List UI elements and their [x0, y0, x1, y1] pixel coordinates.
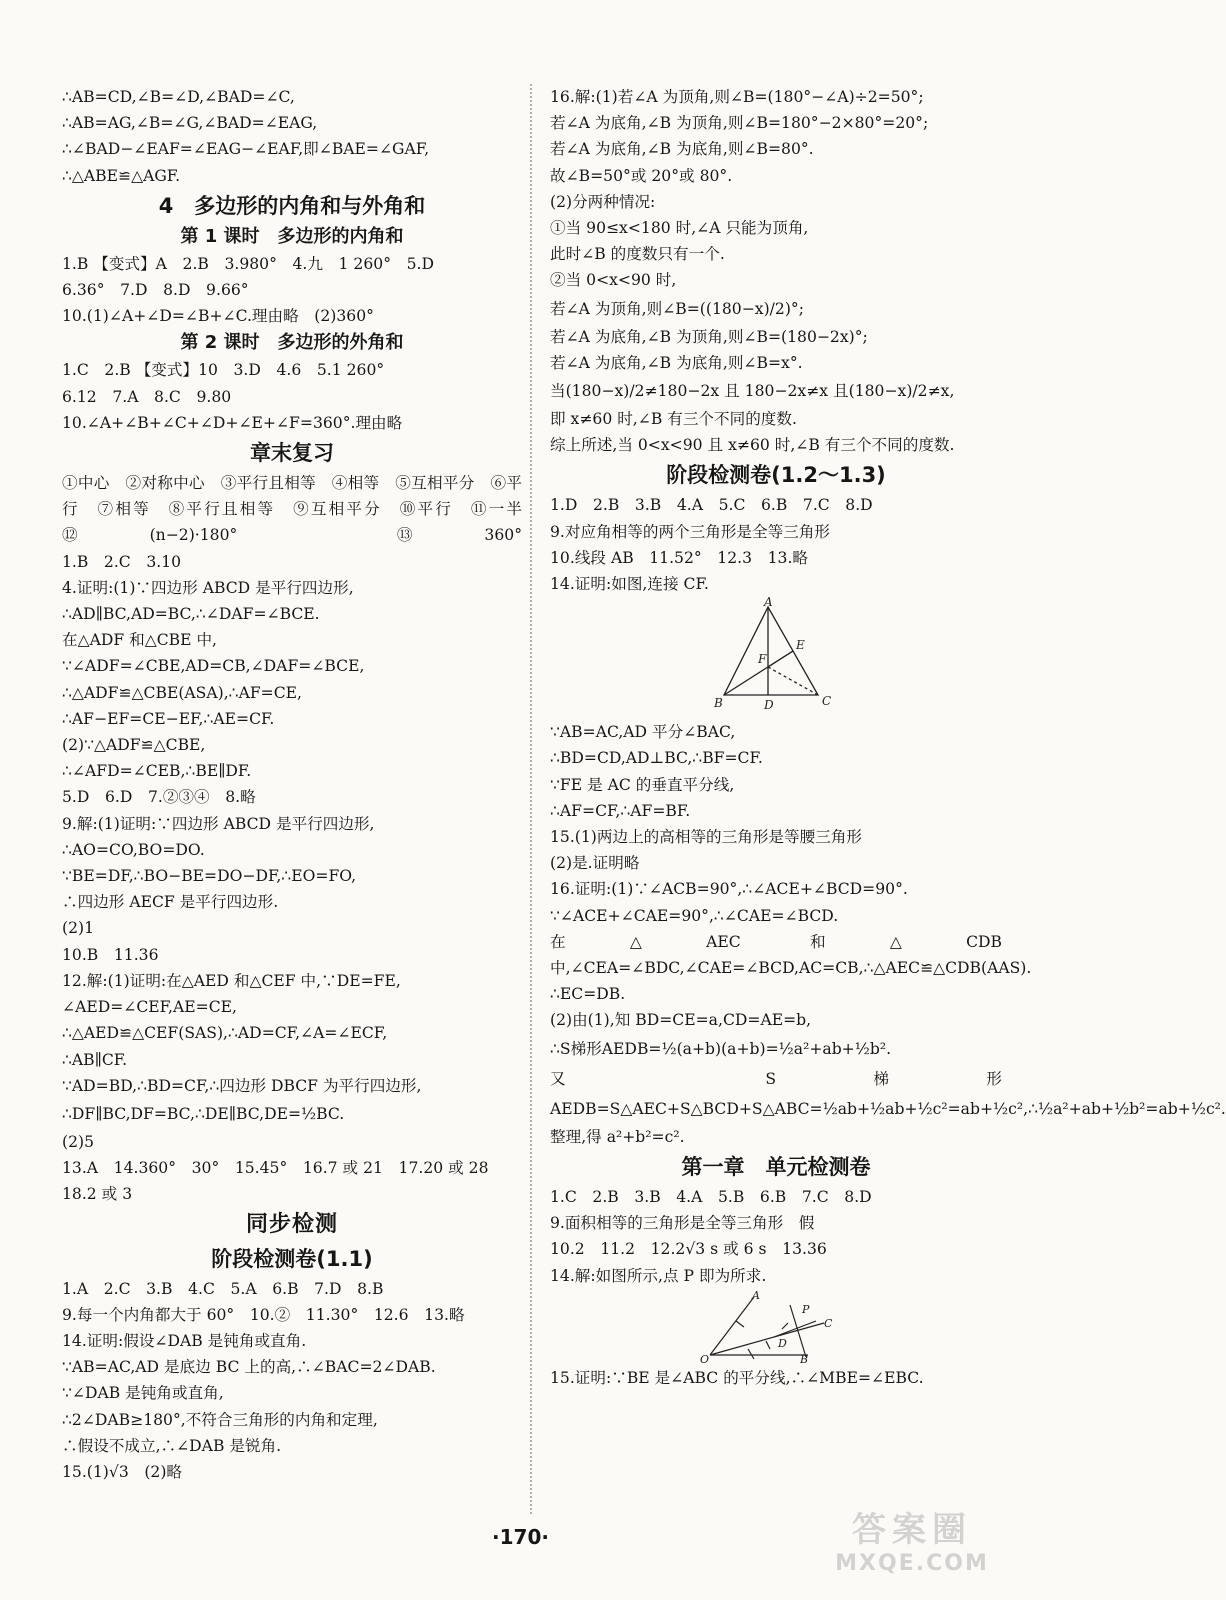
proof-line: ∴BD=CD,AD⊥BC,∴BF=CF. [550, 749, 763, 768]
proof-line: 15.(1)两边上的高相等的三角形是等腰三角形 [550, 828, 862, 847]
answer-line: ∴AF−EF=CE−EF,∴AE=CF. [62, 709, 275, 728]
solution-line: (2)分两种情况: [550, 192, 656, 211]
answer-line: 14.证明:如图,连接 CF. [550, 575, 709, 594]
answer-line: ∵AD=BD,∴BD=CF,∴四边形 DBCF 为平行四边形, [62, 1076, 422, 1095]
proof-line: ∴AF=CF,∴AF=BF. [550, 801, 691, 820]
solution-line: 若∠A 为顶角,则∠B=((180−x)/2)°; [550, 299, 804, 318]
label-f: F [758, 652, 767, 667]
proof-line: ∵AB=AC,AD 平分∠BAC, [550, 723, 736, 742]
answer-line: 6.36° 7.D 8.D 9.66° [62, 281, 249, 300]
answer-line: ∴AB∥CF. [62, 1050, 128, 1069]
answer-line: ∴AO=CO,BO=DO. [62, 840, 205, 859]
answer-line: ∵AB=AC,AD 是底边 BC 上的高,∴∠BAC=2∠DAB. [62, 1358, 436, 1377]
column-divider [530, 84, 534, 1514]
answer-line: 9.解:(1)证明:∵四边形 ABCD 是平行四边形, [62, 814, 375, 833]
bisector-line [710, 1323, 824, 1355]
answer-line: ∴∠AFD=∠CEB,∴BE∥DF. [62, 762, 252, 781]
label-c: C [824, 1316, 833, 1330]
answer-line: 5.D 6.D 7.②③④ 8.略 [62, 788, 256, 807]
text-line: ∴∠BAD−∠EAF=∠EAG−∠EAF,即∠BAE=∠GAF, [62, 140, 430, 159]
answer-line: 10.∠A+∠B+∠C+∠D+∠E+∠F=360°.理由略 [62, 413, 403, 432]
page-number: ·170· [492, 1525, 549, 1549]
proof-line: 又 S梯形AEDB=S△AEC+S△BCD+S△ABC=½ab+½ab+½c²=ab+½c²,∴½a²+ab+½b²=ab+½c². [550, 1069, 1226, 1118]
label-c: C [822, 694, 832, 709]
label-b: B [800, 1352, 809, 1366]
unit-test-title: 第一章 单元检测卷 [681, 1154, 871, 1179]
sync-test-title: 同步检测 [245, 1211, 338, 1237]
label-b: B [714, 696, 723, 711]
proof-line: ∵∠ACE+∠CAE=90°,∴∠CAE=∠BCD. [550, 906, 839, 925]
solution-line: 16.解:(1)若∠A 为顶角,则∠B=(180°−∠A)÷2=50°; [550, 88, 924, 106]
solution-line: 此时∠B 的度数只有一个. [550, 245, 725, 264]
answer-line: 1.C 2.B 【变式】10 3.D 4.6 5.1 260° [62, 361, 385, 380]
label-d: D [764, 698, 774, 713]
right-column [550, 84, 1226, 1391]
answer-line: 1.A 2.C 3.B 4.C 5.A 6.B 7.D 8.B [62, 1279, 384, 1298]
answer-line: ∵BE=DF,∴BO−BE=DO−DF,∴EO=FO, [62, 867, 357, 886]
proof-line: 在△AEC 和△CDB 中,∠CEA=∠BDC,∠CAE=∠BCD,AC=CB,∴△AEC≌△CDB(AAS). [550, 932, 1032, 978]
answer-line: (2)1 [62, 919, 95, 938]
left-column [62, 84, 538, 1485]
answer-line: 9.对应角相等的两个三角形是全等三角形 [550, 522, 830, 541]
stage-test-1-title: 阶段检测卷(1.1) [211, 1246, 373, 1271]
answer-line: 1.D 2.B 3.B 4.A 5.C 6.B 7.C 8.D [550, 496, 873, 515]
answer-line: ∠AED=∠CEF,AE=CE, [62, 998, 237, 1017]
answer-line: (2)5 [62, 1132, 95, 1151]
answer-line: ∴DF∥BC,DF=BC,∴DE∥BC,DE=½BC. [62, 1104, 345, 1123]
site-watermark [817, 1502, 1007, 1582]
triangle-figure [706, 595, 846, 717]
lesson-2-title: 第 2 课时 多边形的外角和 [180, 332, 404, 354]
answer-line: 在△ADF 和△CBE 中, [62, 631, 217, 650]
section-4-title: 4 多边形的内角和与外角和 [158, 193, 426, 218]
answer-line: ∴四边形 AECF 是平行四边形. [62, 893, 279, 912]
solution-line: 若∠A 为底角,∠B 为顶角,则∠B=(180−2x)°; [550, 327, 868, 346]
proof-line: 16.证明:(1)∵∠ACB=90°,∴∠ACE+∠BCD=90°. [550, 880, 908, 899]
answer-line: 15.(1)√3 (2)略 [62, 1462, 183, 1481]
solution-line: 故∠B=50°或 20°或 80°. [550, 166, 733, 185]
solution-line: 即 x≠60 时,∠B 有三个不同的度数. [550, 410, 797, 429]
solution-line: 若∠A 为底角,∠B 为顶角,则∠B=180°−2×80°=20°; [550, 114, 929, 133]
solution-line: ②当 0<x<90 时, [550, 271, 677, 290]
answer-line: (2)∵△ADF≌△CBE, [62, 736, 206, 755]
answer-line: ∵∠ADF=∠CBE,AD=CB,∠DAF=∠BCE, [62, 657, 365, 676]
answer-line: ∴△ADF≌△CBE(ASA),∴AF=CE, [62, 683, 302, 702]
answer-line: 9.面积相等的三角形是全等三角形 假 [550, 1214, 815, 1233]
answer-line: ∴2∠DAB≥180°,不符合三角形的内角和定理, [62, 1410, 378, 1429]
label-a: A [752, 1288, 760, 1302]
answer-line: 14.解:如图所示,点 P 即为所求. [550, 1266, 767, 1285]
angle-construction-figure [696, 1288, 856, 1366]
proof-line: ∴EC=DB. [550, 985, 626, 1004]
answer-line: 1.B 2.C 3.10 [62, 552, 182, 571]
proof-line: (2)由(1),知 BD=CE=a,CD=AE=b, [550, 1011, 812, 1030]
proof-line: 15.证明:∵BE 是∠ABC 的平分线,∴∠MBE=∠EBC. [550, 1368, 924, 1387]
solution-line: 若∠A 为底角,∠B 为底角,则∠B=x°. [550, 353, 803, 372]
answer-line: 13.A 14.360° 30° 15.45° 16.7 或 21 17.20 或 28 [62, 1159, 489, 1178]
answer-line: 1.C 2.B 3.B 4.A 5.B 6.B 7.C 8.D [550, 1187, 872, 1206]
label-a: A [764, 595, 773, 610]
answer-line: 18.2 或 3 [62, 1185, 133, 1204]
answer-line: 10.(1)∠A+∠D=∠B+∠C.理由略 (2)360° [62, 307, 374, 326]
answer-line: 10.2 11.2 12.2√3 s 或 6 s 13.36 [550, 1240, 827, 1259]
solution-line: ①当 90≤x<180 时,∠A 只能为顶角, [550, 219, 809, 238]
label-d: D [778, 1336, 787, 1350]
lesson-1-title: 第 1 课时 多边形的内角和 [180, 225, 404, 247]
answer-line: 9.每一个内角都大于 60° 10.② 11.30° 12.6 13.略 [62, 1305, 465, 1324]
answer-line: ∴假设不成立,∴∠DAB 是锐角. [62, 1436, 282, 1455]
text-line: ∴△ABE≌△AGF. [62, 166, 181, 185]
answer-line: 4.证明:(1)∵四边形 ABCD 是平行四边形, [62, 578, 354, 597]
review-paragraph: ①中心 ②对称中心 ③平行且相等 ④相等 ⑤互相平分 ⑥平行 ⑦相等 ⑧平行且相等 ⑨互相平分 ⑩平行 ⑪一半 ⑫(n−2)·180° ⑬360° [62, 474, 538, 545]
answer-line: 12.解:(1)证明:在△AED 和△CEF 中,∵DE=FE, [62, 971, 401, 990]
stage-test-2-title: 阶段检测卷(1.2～1.3) [666, 463, 886, 488]
answer-line: 10.B 11.36 [62, 945, 159, 964]
solution-line: 综上所述,当 0<x<90 且 x≠60 时,∠B 有三个不同的度数. [550, 436, 955, 455]
answer-line: ∴AD∥BC,AD=BC,∴∠DAF=∠BCE. [62, 605, 320, 624]
solution-line: 若∠A 为底角,∠B 为底角,则∠B=80°. [550, 140, 814, 159]
answer-line: 1.B 【变式】A 2.B 3.980° 4.九 1 260° 5.D [62, 254, 434, 273]
segment-dp [774, 1321, 816, 1337]
label-e: E [796, 638, 805, 653]
proof-line: ∴S梯形AEDB=½(a+b)(a+b)=½a²+ab+½b². [550, 1039, 892, 1058]
segment-fe [768, 651, 793, 667]
answer-line: 10.线段 AB 11.52° 12.3 13.略 [550, 548, 808, 567]
ray-oa [710, 1297, 754, 1355]
answer-line: 6.12 7.A 8.C 9.80 [62, 387, 232, 406]
solution-line: 当(180−x)/2≠180−2x 且 180−2x≠x 且(180−x)/2≠x, [550, 382, 955, 401]
watermark-url: MXQE.COM [835, 1551, 989, 1576]
proof-line: (2)是.证明略 [550, 854, 640, 873]
label-p: P [802, 1302, 810, 1316]
watermark-text: 答案圈 [852, 1510, 972, 1550]
answer-line: ∴△AED≌△CEF(SAS),∴AD=CF,∠A=∠ECF, [62, 1024, 388, 1043]
answer-line: 14.证明:假设∠DAB 是钝角或直角. [62, 1331, 307, 1350]
proof-line: 整理,得 a²+b²=c². [550, 1127, 685, 1146]
proof-line: ∵FE 是 AC 的垂直平分线, [550, 775, 735, 794]
answer-line: ∵∠DAB 是钝角或直角, [62, 1384, 224, 1403]
chapter-review-title: 章末复习 [250, 441, 334, 466]
text-line: ∴AB=AG,∠B=∠G,∠BAD=∠EAG, [62, 114, 318, 133]
text-line: ∴AB=CD,∠B=∠D,∠BAD=∠C, [62, 88, 295, 106]
label-o: O [700, 1352, 710, 1366]
